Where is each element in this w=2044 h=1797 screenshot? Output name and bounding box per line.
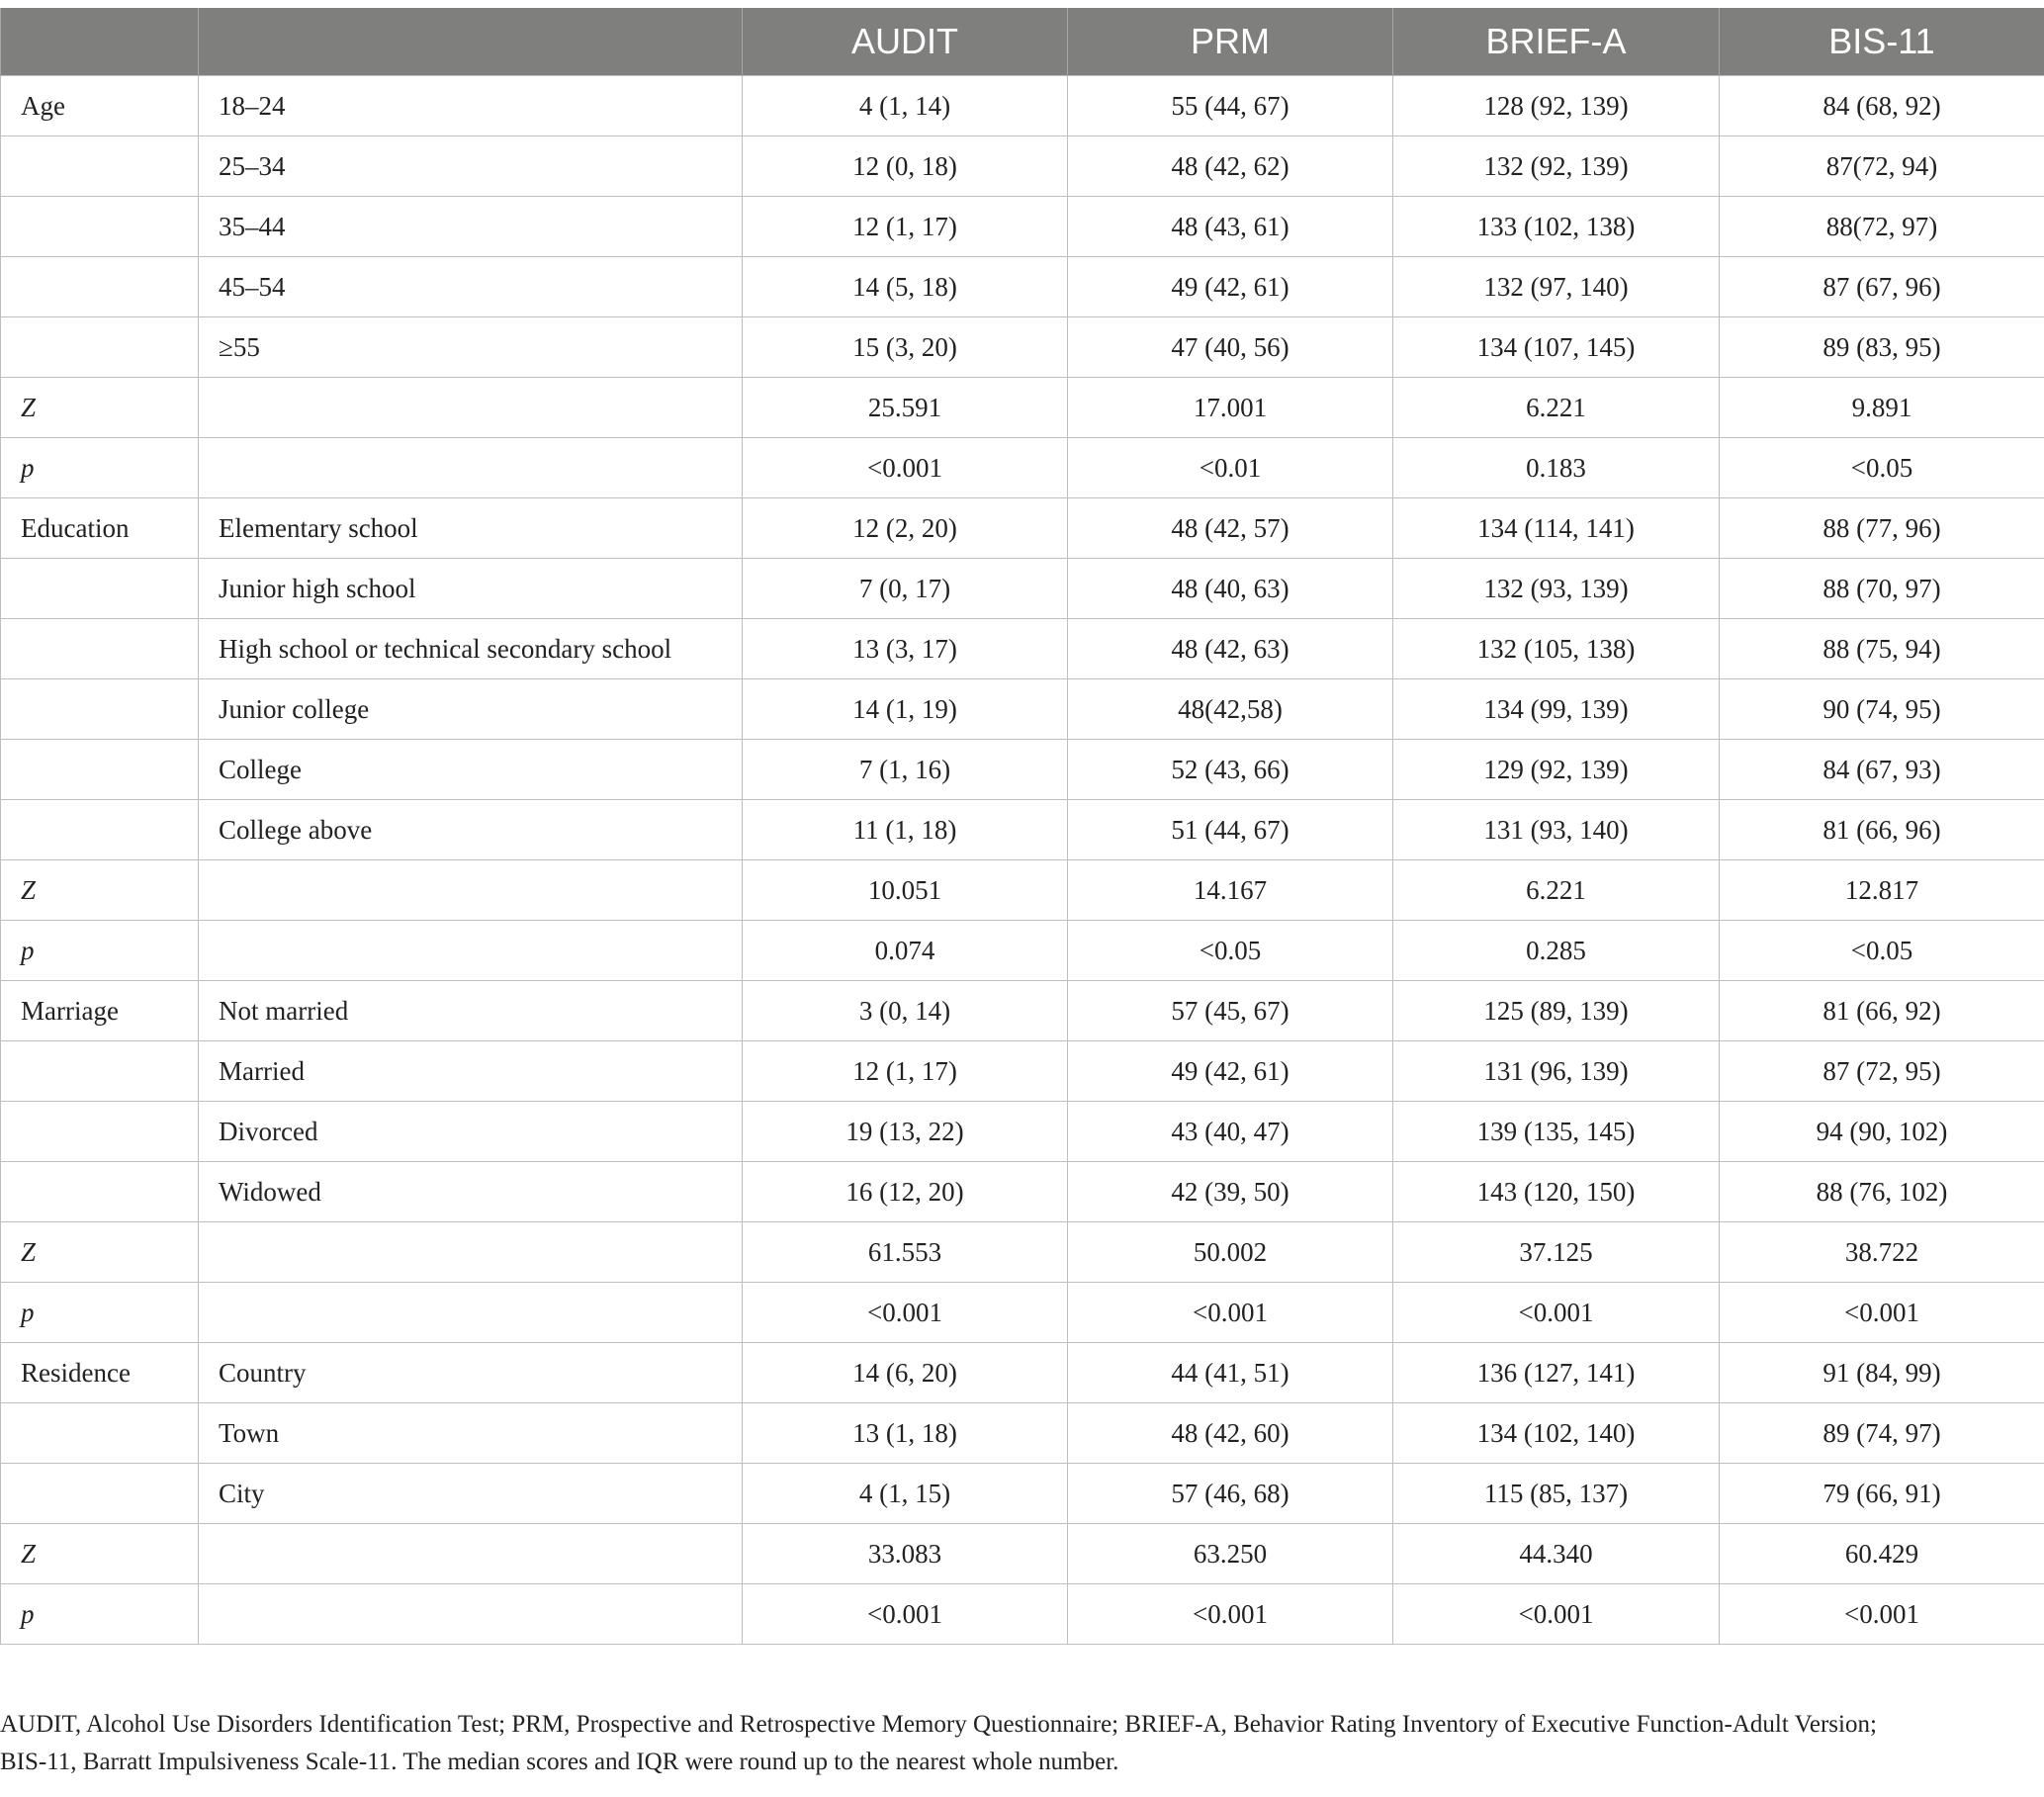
cell-variable: Marriage <box>1 981 199 1041</box>
cell-prm: <0.001 <box>1068 1584 1393 1645</box>
table-row <box>1 1041 2044 1102</box>
cell-variable: Z <box>1 1524 199 1584</box>
header-prm: PRM <box>1068 8 1393 76</box>
table-row <box>1 136 2044 197</box>
cell-variable <box>1 679 199 740</box>
cell-variable <box>1 1464 199 1524</box>
cell-bis-11: 89 (74, 97) <box>1720 1403 2044 1464</box>
cell-variable: Z <box>1 1222 199 1283</box>
cell-audit: 12 (0, 18) <box>743 136 1068 197</box>
cell-audit: 61.553 <box>743 1222 1068 1283</box>
table-row <box>1 1524 2044 1584</box>
cell-prm: 57 (46, 68) <box>1068 1464 1393 1524</box>
demographics-table <box>0 8 2044 1645</box>
cell-audit: <0.001 <box>743 1584 1068 1645</box>
cell-category: Divorced <box>199 1102 743 1162</box>
cell-bis-11: 12.817 <box>1720 860 2044 921</box>
cell-audit: 7 (1, 16) <box>743 740 1068 800</box>
cell-prm: 48 (42, 57) <box>1068 498 1393 559</box>
cell-bis-11: 84 (67, 93) <box>1720 740 2044 800</box>
cell-category <box>199 438 743 498</box>
cell-prm: 44 (41, 51) <box>1068 1343 1393 1403</box>
cell-prm: 48(42,58) <box>1068 679 1393 740</box>
cell-brief-a: 125 (89, 139) <box>1393 981 1720 1041</box>
cell-category: Junior high school <box>199 559 743 619</box>
cell-category: College above <box>199 800 743 860</box>
table-row <box>1 1283 2044 1343</box>
table-row <box>1 438 2044 498</box>
table-row <box>1 197 2044 257</box>
cell-variable <box>1 800 199 860</box>
cell-variable <box>1 1102 199 1162</box>
cell-variable <box>1 559 199 619</box>
cell-prm: 14.167 <box>1068 860 1393 921</box>
cell-prm: 48 (43, 61) <box>1068 197 1393 257</box>
cell-category <box>199 860 743 921</box>
table-row <box>1 921 2044 981</box>
cell-brief-a: 6.221 <box>1393 860 1720 921</box>
cell-prm: 48 (40, 63) <box>1068 559 1393 619</box>
cell-audit: 4 (1, 14) <box>743 76 1068 136</box>
cell-category: City <box>199 1464 743 1524</box>
cell-audit: 25.591 <box>743 378 1068 438</box>
cell-category: 35–44 <box>199 197 743 257</box>
cell-prm: 48 (42, 60) <box>1068 1403 1393 1464</box>
cell-bis-11: <0.001 <box>1720 1584 2044 1645</box>
table-row <box>1 317 2044 378</box>
cell-variable <box>1 1162 199 1222</box>
table-row <box>1 1464 2044 1524</box>
cell-audit: 3 (0, 14) <box>743 981 1068 1041</box>
cell-category: Junior college <box>199 679 743 740</box>
cell-brief-a: 129 (92, 139) <box>1393 740 1720 800</box>
cell-bis-11: 81 (66, 92) <box>1720 981 2044 1041</box>
cell-audit: 4 (1, 15) <box>743 1464 1068 1524</box>
cell-audit: 13 (1, 18) <box>743 1403 1068 1464</box>
cell-audit: 16 (12, 20) <box>743 1162 1068 1222</box>
cell-audit: 7 (0, 17) <box>743 559 1068 619</box>
cell-variable: Residence <box>1 1343 199 1403</box>
table-row <box>1 76 2044 136</box>
cell-variable <box>1 619 199 679</box>
cell-category: 45–54 <box>199 257 743 317</box>
cell-bis-11: 60.429 <box>1720 1524 2044 1584</box>
cell-bis-11: 38.722 <box>1720 1222 2044 1283</box>
cell-variable <box>1 136 199 197</box>
cell-bis-11: 87 (72, 95) <box>1720 1041 2044 1102</box>
cell-variable: Z <box>1 378 199 438</box>
cell-variable: Z <box>1 860 199 921</box>
cell-category: 25–34 <box>199 136 743 197</box>
cell-category: Elementary school <box>199 498 743 559</box>
cell-variable <box>1 257 199 317</box>
cell-prm: 63.250 <box>1068 1524 1393 1584</box>
cell-audit: 0.074 <box>743 921 1068 981</box>
cell-variable: p <box>1 1584 199 1645</box>
table-row <box>1 1222 2044 1283</box>
cell-bis-11: 84 (68, 92) <box>1720 76 2044 136</box>
cell-audit: 12 (1, 17) <box>743 1041 1068 1102</box>
cell-bis-11: 9.891 <box>1720 378 2044 438</box>
cell-prm: 42 (39, 50) <box>1068 1162 1393 1222</box>
cell-audit: 12 (1, 17) <box>743 197 1068 257</box>
table-row <box>1 559 2044 619</box>
cell-variable <box>1 317 199 378</box>
cell-audit: 11 (1, 18) <box>743 800 1068 860</box>
cell-brief-a: 44.340 <box>1393 1524 1720 1584</box>
table-row <box>1 378 2044 438</box>
table-row <box>1 981 2044 1041</box>
cell-prm: 55 (44, 67) <box>1068 76 1393 136</box>
cell-category: Not married <box>199 981 743 1041</box>
cell-bis-11: 88 (76, 102) <box>1720 1162 2044 1222</box>
cell-prm: <0.01 <box>1068 438 1393 498</box>
cell-variable <box>1 1041 199 1102</box>
cell-brief-a: 133 (102, 138) <box>1393 197 1720 257</box>
cell-bis-11: 87 (67, 96) <box>1720 257 2044 317</box>
table-footnote <box>0 1706 2027 1781</box>
cell-brief-a: 134 (114, 141) <box>1393 498 1720 559</box>
cell-category <box>199 1222 743 1283</box>
cell-audit: 14 (6, 20) <box>743 1343 1068 1403</box>
footnote-line-1: AUDIT, Alcohol Use Disorders Identification Test; PRM, Prospective and Retrospective Memory Questionnaire; BRIEF-A, Behavior Rating Inventory of Executive Function-Adult Version; <box>0 1711 1877 1738</box>
table-row <box>1 1162 2044 1222</box>
table-row <box>1 257 2044 317</box>
cell-category: ≥55 <box>199 317 743 378</box>
cell-brief-a: 128 (92, 139) <box>1393 76 1720 136</box>
table-row <box>1 679 2044 740</box>
table-row <box>1 740 2044 800</box>
cell-brief-a: 134 (99, 139) <box>1393 679 1720 740</box>
cell-variable: p <box>1 921 199 981</box>
table-row <box>1 800 2044 860</box>
cell-category: Country <box>199 1343 743 1403</box>
cell-brief-a: 37.125 <box>1393 1222 1720 1283</box>
table-row <box>1 1403 2044 1464</box>
cell-brief-a: 134 (102, 140) <box>1393 1403 1720 1464</box>
cell-category: 18–24 <box>199 76 743 136</box>
cell-variable <box>1 197 199 257</box>
cell-brief-a: 131 (96, 139) <box>1393 1041 1720 1102</box>
cell-prm: 51 (44, 67) <box>1068 800 1393 860</box>
cell-category <box>199 921 743 981</box>
cell-brief-a: 0.285 <box>1393 921 1720 981</box>
cell-bis-11: 94 (90, 102) <box>1720 1102 2044 1162</box>
cell-variable: Age <box>1 76 199 136</box>
cell-category: High school or technical secondary school <box>199 619 743 679</box>
cell-audit: <0.001 <box>743 1283 1068 1343</box>
cell-brief-a: 6.221 <box>1393 378 1720 438</box>
cell-bis-11: 89 (83, 95) <box>1720 317 2044 378</box>
header-row <box>1 8 2044 76</box>
cell-audit: 15 (3, 20) <box>743 317 1068 378</box>
header-variable <box>1 8 199 76</box>
cell-brief-a: 132 (93, 139) <box>1393 559 1720 619</box>
cell-variable <box>1 1403 199 1464</box>
cell-category <box>199 1524 743 1584</box>
cell-prm: <0.05 <box>1068 921 1393 981</box>
cell-brief-a: 134 (107, 145) <box>1393 317 1720 378</box>
cell-audit: <0.001 <box>743 438 1068 498</box>
cell-audit: 13 (3, 17) <box>743 619 1068 679</box>
cell-prm: 43 (40, 47) <box>1068 1102 1393 1162</box>
cell-brief-a: 139 (135, 145) <box>1393 1102 1720 1162</box>
cell-prm: 17.001 <box>1068 378 1393 438</box>
cell-brief-a: 131 (93, 140) <box>1393 800 1720 860</box>
cell-prm: 57 (45, 67) <box>1068 981 1393 1041</box>
table-body <box>1 76 2044 1645</box>
cell-variable <box>1 740 199 800</box>
cell-category <box>199 378 743 438</box>
cell-category: Town <box>199 1403 743 1464</box>
header-category <box>199 8 743 76</box>
cell-audit: 14 (1, 19) <box>743 679 1068 740</box>
cell-prm: 49 (42, 61) <box>1068 257 1393 317</box>
cell-category <box>199 1584 743 1645</box>
cell-prm: 52 (43, 66) <box>1068 740 1393 800</box>
cell-prm: 49 (42, 61) <box>1068 1041 1393 1102</box>
cell-audit: 12 (2, 20) <box>743 498 1068 559</box>
cell-brief-a: 115 (85, 137) <box>1393 1464 1720 1524</box>
cell-brief-a: 132 (105, 138) <box>1393 619 1720 679</box>
cell-audit: 19 (13, 22) <box>743 1102 1068 1162</box>
cell-prm: <0.001 <box>1068 1283 1393 1343</box>
table-header <box>1 8 2044 76</box>
cell-brief-a: 132 (92, 139) <box>1393 136 1720 197</box>
table-row <box>1 1102 2044 1162</box>
cell-bis-11: <0.05 <box>1720 921 2044 981</box>
table-row <box>1 1343 2044 1403</box>
cell-variable: p <box>1 1283 199 1343</box>
cell-bis-11: 88 (77, 96) <box>1720 498 2044 559</box>
cell-brief-a: 0.183 <box>1393 438 1720 498</box>
cell-category <box>199 1283 743 1343</box>
cell-category: College <box>199 740 743 800</box>
header-audit: AUDIT <box>743 8 1068 76</box>
table-row <box>1 619 2044 679</box>
cell-variable: p <box>1 438 199 498</box>
table-row <box>1 1584 2044 1645</box>
cell-prm: 50.002 <box>1068 1222 1393 1283</box>
table-row <box>1 498 2044 559</box>
cell-variable: Education <box>1 498 199 559</box>
cell-bis-11: 88 (70, 97) <box>1720 559 2044 619</box>
cell-bis-11: 90 (74, 95) <box>1720 679 2044 740</box>
cell-category: Married <box>199 1041 743 1102</box>
cell-bis-11: 81 (66, 96) <box>1720 800 2044 860</box>
cell-audit: 33.083 <box>743 1524 1068 1584</box>
cell-prm: 48 (42, 63) <box>1068 619 1393 679</box>
cell-audit: 14 (5, 18) <box>743 257 1068 317</box>
cell-prm: 47 (40, 56) <box>1068 317 1393 378</box>
cell-brief-a: 143 (120, 150) <box>1393 1162 1720 1222</box>
header-bis-11: BIS-11 <box>1720 8 2044 76</box>
cell-brief-a: 132 (97, 140) <box>1393 257 1720 317</box>
cell-bis-11: 87(72, 94) <box>1720 136 2044 197</box>
cell-bis-11: 91 (84, 99) <box>1720 1343 2044 1403</box>
header-brief-a: BRIEF-A <box>1393 8 1720 76</box>
table-row <box>1 860 2044 921</box>
cell-bis-11: 88(72, 97) <box>1720 197 2044 257</box>
cell-brief-a: <0.001 <box>1393 1283 1720 1343</box>
cell-category: Widowed <box>199 1162 743 1222</box>
cell-brief-a: 136 (127, 141) <box>1393 1343 1720 1403</box>
cell-prm: 48 (42, 62) <box>1068 136 1393 197</box>
cell-bis-11: 88 (75, 94) <box>1720 619 2044 679</box>
cell-bis-11: 79 (66, 91) <box>1720 1464 2044 1524</box>
cell-bis-11: <0.001 <box>1720 1283 2044 1343</box>
cell-bis-11: <0.05 <box>1720 438 2044 498</box>
cell-brief-a: <0.001 <box>1393 1584 1720 1645</box>
footnote-line-2: BIS-11, Barratt Impulsiveness Scale-11. The median scores and IQR were round up to the nearest whole number. <box>0 1749 1119 1775</box>
cell-audit: 10.051 <box>743 860 1068 921</box>
